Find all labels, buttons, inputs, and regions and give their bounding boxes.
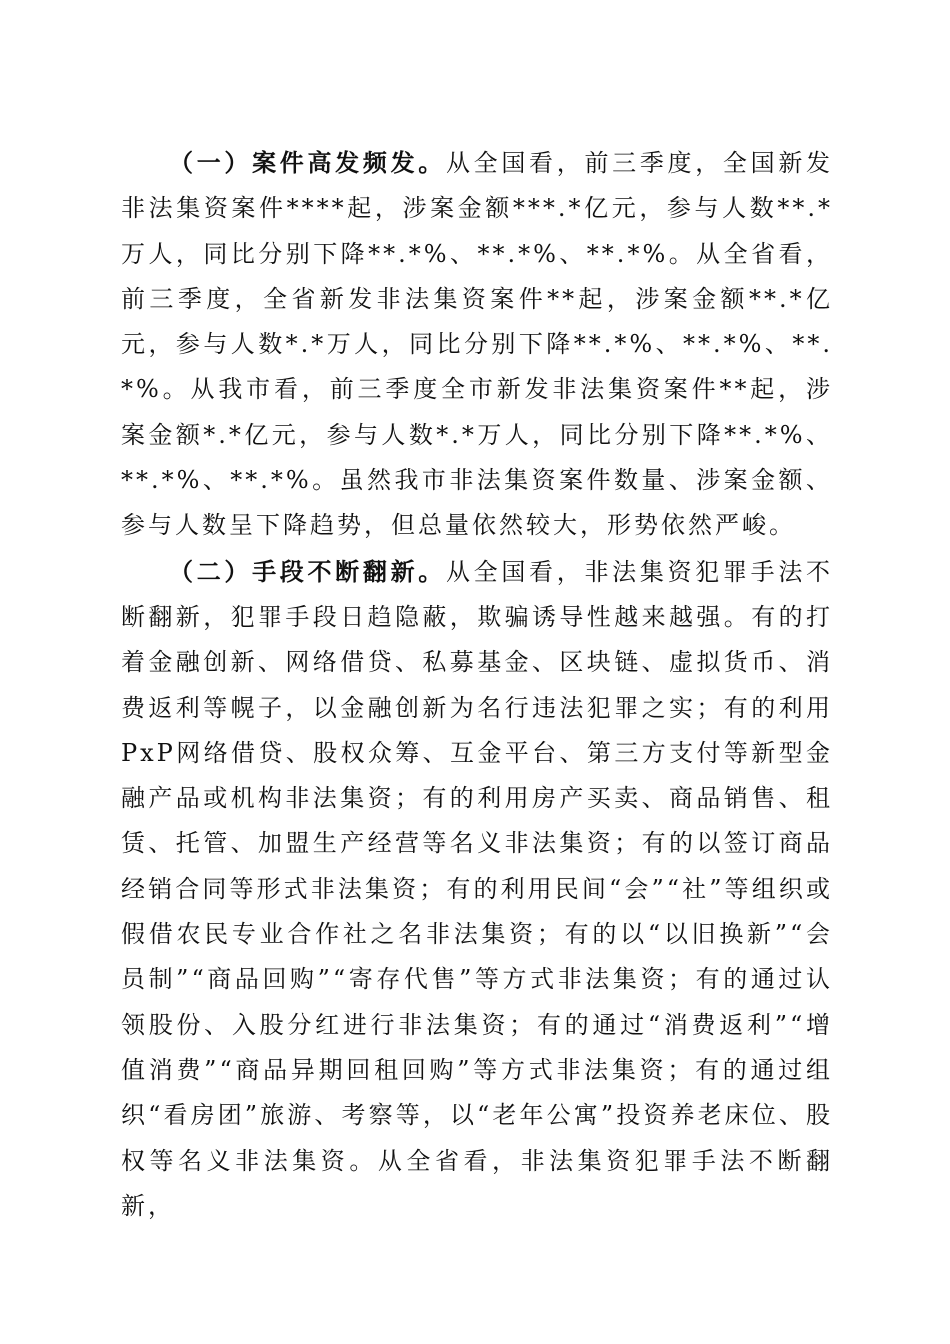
paragraph-method-trends <box>121 549 833 1229</box>
paragraph-body-1: 从全国看，前三季度，全国新发非法集资案件****起，涉案金额***.*亿元，参与人数**.*万人，同比分别下降**.*%、**.*%、**.*%。从全省看，前三季度，全省新发非法集资案件**起，涉案金额**.*亿元，参与人数*.*万人，同比分别下降**.*%、**.*%、**.*%。从我市看，前三季度全市新发非法集资案件**起，涉案金额*.*亿元，参与人数*.*万人，同比分别下降**.*%、**.*%、**.*%。虽然我市非法集资案件数量、涉案金额、参与人数呈下降趋势，但总量依然较大，形势依然严峻。 <box>121 149 834 540</box>
paragraph-case-trends <box>121 140 833 549</box>
section-heading-1: （一）案件高发频发。 <box>169 148 446 177</box>
section-heading-2: （二）手段不断翻新。 <box>169 556 446 586</box>
paragraph-body-2: 从全国看，非法集资犯罪手法不断翻新，犯罪手段日趋隐蔽，欺骗诱导性越来越强。有的打着金融创新、网络借贷、私募基金、区块链、虚拟货币、消费返利等幌子，以金融创新为名行违法犯罪之实；有的利用PxP网络借贷、股权众筹、互金平台、第三方支付等新型金融产品或机构非法集资；有的利用房产买卖、商品销售、租赁、托管、加盟生产经营等名义非法集资；有的以签订商品经销合同等形式非法集资；有的利用民间“会”“社”等组织或假借农民专业合作社之名非法集资；有的以“以旧换新”“会员制”“商品回购”“寄存代售”等方式非法集资；有的通过认领股份、入股分红进行非法集资；有的通过“消费返利”“增值消费”“商品异期回租回购”等方式非法集资；有的通过组织“看房团”旅游、考察等，以“老年公寓”投资养老床位、股权等名义非法集资。从全省看，非法集资犯罪手法不断翻新， <box>121 557 834 1220</box>
document-body <box>121 140 833 1229</box>
